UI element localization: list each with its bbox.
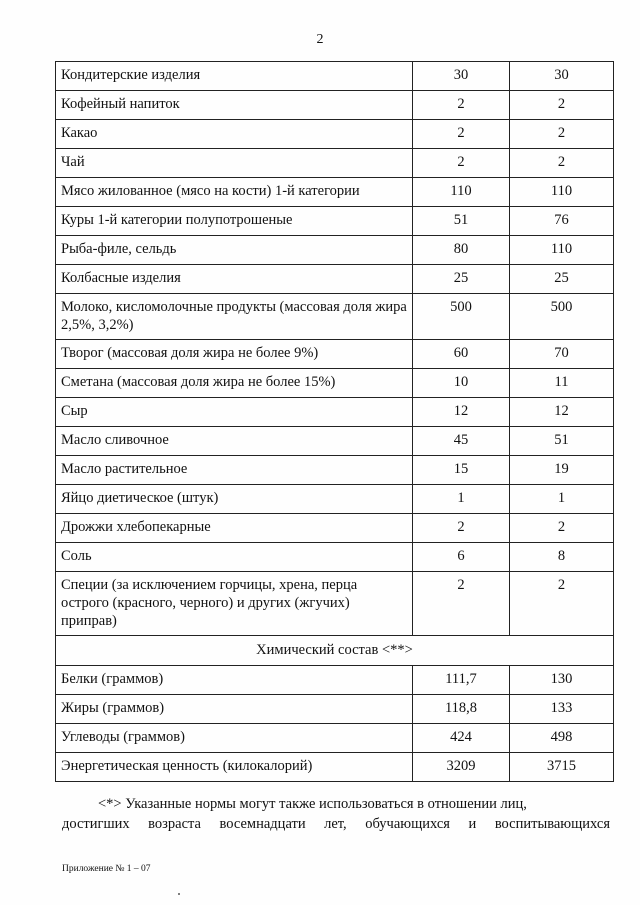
food-value-1-cell: 12 bbox=[413, 398, 510, 427]
chem-name-cell: Углеводы (граммов) bbox=[56, 724, 413, 753]
appendix-label: Приложение № 1 – 07 bbox=[62, 864, 151, 874]
food-value-1-cell: 2 bbox=[413, 514, 510, 543]
food-value-2-cell: 110 bbox=[510, 178, 614, 207]
chem-value-1-cell: 111,7 bbox=[413, 666, 510, 695]
chem-value-1-cell: 118,8 bbox=[413, 695, 510, 724]
food-value-1-cell: 10 bbox=[413, 369, 510, 398]
food-row bbox=[56, 572, 614, 636]
food-row bbox=[56, 485, 614, 514]
food-name-cell: Кондитерские изделия bbox=[56, 62, 413, 91]
chem-name-cell: Жиры (граммов) bbox=[56, 695, 413, 724]
food-value-1-cell: 80 bbox=[413, 236, 510, 265]
food-name-cell: Масло сливочное bbox=[56, 427, 413, 456]
food-value-1-cell: 1 bbox=[413, 485, 510, 514]
food-row bbox=[56, 120, 614, 149]
food-value-2-cell: 25 bbox=[510, 265, 614, 294]
food-value-1-cell: 6 bbox=[413, 543, 510, 572]
food-value-2-cell: 12 bbox=[510, 398, 614, 427]
food-row bbox=[56, 149, 614, 178]
food-name-cell: Куры 1-й категории полупотрошеные bbox=[56, 207, 413, 236]
food-value-2-cell: 2 bbox=[510, 572, 614, 636]
food-row bbox=[56, 340, 614, 369]
section-header-group bbox=[56, 636, 614, 666]
food-value-1-cell: 45 bbox=[413, 427, 510, 456]
food-name-cell: Кофейный напиток bbox=[56, 91, 413, 120]
food-rows bbox=[56, 62, 614, 636]
food-value-1-cell: 2 bbox=[413, 572, 510, 636]
food-row bbox=[56, 294, 614, 340]
food-value-1-cell: 30 bbox=[413, 62, 510, 91]
chem-row bbox=[56, 695, 614, 724]
food-row bbox=[56, 369, 614, 398]
food-value-2-cell: 30 bbox=[510, 62, 614, 91]
scan-speck bbox=[178, 893, 180, 895]
food-value-2-cell: 2 bbox=[510, 514, 614, 543]
footnote bbox=[62, 794, 610, 834]
food-value-1-cell: 60 bbox=[413, 340, 510, 369]
chem-row bbox=[56, 724, 614, 753]
food-name-cell: Рыба-филе, сельдь bbox=[56, 236, 413, 265]
food-row bbox=[56, 178, 614, 207]
food-value-1-cell: 15 bbox=[413, 456, 510, 485]
chem-value-2-cell: 498 bbox=[510, 724, 614, 753]
food-name-cell: Творог (массовая доля жира не более 9%) bbox=[56, 340, 413, 369]
food-value-2-cell: 2 bbox=[510, 91, 614, 120]
food-name-cell: Какао bbox=[56, 120, 413, 149]
footnote-line-1: <*> Указанные нормы могут также использоваться в отношении лиц, bbox=[98, 796, 527, 812]
food-name-cell: Чай bbox=[56, 149, 413, 178]
chem-value-1-cell: 424 bbox=[413, 724, 510, 753]
page-number: 2 bbox=[316, 32, 324, 47]
food-row bbox=[56, 543, 614, 572]
food-value-2-cell: 8 bbox=[510, 543, 614, 572]
food-name-cell: Соль bbox=[56, 543, 413, 572]
food-name-cell: Колбасные изделия bbox=[56, 265, 413, 294]
food-value-2-cell: 70 bbox=[510, 340, 614, 369]
section-header-row bbox=[56, 636, 614, 666]
food-value-2-cell: 11 bbox=[510, 369, 614, 398]
footnote-line-2: достигших возраста восемнадцати лет, обучающихся и воспитывающихся bbox=[62, 816, 610, 832]
food-value-2-cell: 110 bbox=[510, 236, 614, 265]
food-value-1-cell: 110 bbox=[413, 178, 510, 207]
food-name-cell: Сметана (массовая доля жира не более 15%) bbox=[56, 369, 413, 398]
food-row bbox=[56, 236, 614, 265]
chem-value-2-cell: 130 bbox=[510, 666, 614, 695]
food-name-cell: Молоко, кисломолочные продукты (массовая доля жира 2,5%, 3,2%) bbox=[56, 294, 413, 340]
food-name-cell: Специи (за исключением горчицы, хрена, перца острого (красного, черного) и других (жгучих) приправ) bbox=[56, 572, 413, 636]
food-value-1-cell: 500 bbox=[413, 294, 510, 340]
food-row bbox=[56, 398, 614, 427]
chem-name-cell: Белки (граммов) bbox=[56, 666, 413, 695]
food-row bbox=[56, 207, 614, 236]
food-name-cell: Масло растительное bbox=[56, 456, 413, 485]
food-row bbox=[56, 265, 614, 294]
food-value-2-cell: 76 bbox=[510, 207, 614, 236]
food-value-2-cell: 500 bbox=[510, 294, 614, 340]
food-value-2-cell: 51 bbox=[510, 427, 614, 456]
chem-name-cell: Энергетическая ценность (килокалорий) bbox=[56, 753, 413, 782]
food-row bbox=[56, 514, 614, 543]
food-row bbox=[56, 456, 614, 485]
food-row bbox=[56, 91, 614, 120]
food-value-1-cell: 2 bbox=[413, 120, 510, 149]
food-value-1-cell: 51 bbox=[413, 207, 510, 236]
food-name-cell: Дрожжи хлебопекарные bbox=[56, 514, 413, 543]
food-value-2-cell: 1 bbox=[510, 485, 614, 514]
food-name-cell: Мясо жилованное (мясо на кости) 1-й категории bbox=[56, 178, 413, 207]
food-row bbox=[56, 62, 614, 91]
food-value-2-cell: 19 bbox=[510, 456, 614, 485]
food-norms-table bbox=[55, 61, 614, 782]
chem-value-2-cell: 3715 bbox=[510, 753, 614, 782]
food-value-1-cell: 2 bbox=[413, 149, 510, 178]
chem-rows bbox=[56, 666, 614, 782]
chem-row bbox=[56, 753, 614, 782]
chem-row bbox=[56, 666, 614, 695]
food-name-cell: Сыр bbox=[56, 398, 413, 427]
section-title: Химический состав <**> bbox=[56, 636, 614, 666]
food-value-1-cell: 2 bbox=[413, 91, 510, 120]
food-name-cell: Яйцо диетическое (штук) bbox=[56, 485, 413, 514]
food-value-2-cell: 2 bbox=[510, 120, 614, 149]
food-value-1-cell: 25 bbox=[413, 265, 510, 294]
chem-value-2-cell: 133 bbox=[510, 695, 614, 724]
food-row bbox=[56, 427, 614, 456]
chem-value-1-cell: 3209 bbox=[413, 753, 510, 782]
food-value-2-cell: 2 bbox=[510, 149, 614, 178]
